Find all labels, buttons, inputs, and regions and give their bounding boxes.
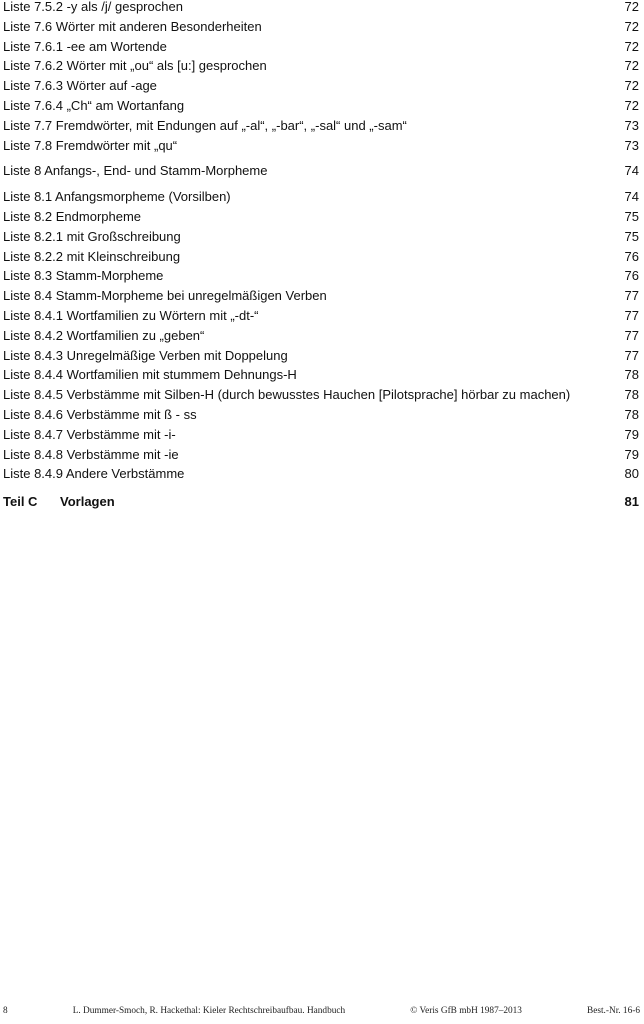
toc-entry — [3, 365, 639, 385]
toc-entry — [3, 136, 639, 156]
footer-copyright: © Veris GfB mbH 1987–2013 — [410, 1006, 522, 1016]
toc-entry-title: Liste 8.2 Endmorpheme — [3, 208, 142, 224]
toc-entry-title: Liste 8.4.7 Verbstämme mit -i- — [3, 426, 176, 442]
toc-entry-page: 73 — [624, 137, 639, 153]
toc-entry-title: Liste 8.4.2 Wortfamilien zu „geben“ — [3, 327, 205, 343]
toc-part-page: 81 — [624, 494, 639, 510]
toc-entry — [3, 37, 639, 57]
toc-entry — [3, 326, 639, 346]
toc-entry — [3, 17, 639, 37]
toc-entry-title: Liste 8.4.6 Verbstämme mit ß - ss — [3, 406, 197, 422]
toc-entry-page: 80 — [624, 466, 639, 482]
toc-entry-title: Liste 7.6 Wörter mit anderen Besonderheiten — [3, 18, 262, 34]
toc-entry-page: 72 — [624, 0, 639, 14]
toc-entry — [3, 286, 639, 306]
toc-entry — [3, 445, 639, 465]
toc-entry-title: Liste 7.6.2 Wörter mit „ou“ als [u:] gesprochen — [3, 58, 267, 74]
toc-entry-title: Liste 7.5.2 -y als /j/ gesprochen — [3, 0, 183, 14]
toc-part-title: Vorlagen — [60, 494, 115, 510]
toc-entry-page: 72 — [624, 38, 639, 54]
toc-entry-title: Liste 8.4.8 Verbstämme mit -ie — [3, 446, 179, 462]
footer-order-number: Best.-Nr. 16-6 — [587, 1006, 640, 1016]
toc-entry-title: Liste 8.4.3 Unregelmäßige Verben mit Doppelung — [3, 347, 288, 363]
toc-entry-title: Liste 8.4.4 Wortfamilien mit stummem Dehnungs-H — [3, 367, 297, 383]
toc-entry — [3, 227, 639, 247]
toc-part-entry — [3, 492, 639, 512]
toc-entry — [3, 247, 639, 267]
toc-entry — [3, 116, 639, 136]
toc-entry-page: 79 — [624, 446, 639, 462]
toc-entry-page: 79 — [624, 426, 639, 442]
toc-entry-page: 73 — [624, 117, 639, 133]
footer-citation: L. Dummer-Smoch, R. Hackethal: Kieler Rechtschreibaufbau. Handbuch — [72, 1006, 346, 1016]
toc-entry-page: 78 — [624, 387, 639, 403]
toc-part-heading — [3, 492, 115, 512]
toc-entry-title: Liste 7.6.1 -ee am Wortende — [3, 38, 167, 54]
toc-entry-page: 76 — [624, 268, 639, 284]
toc-entry-title: Liste 8.2.1 mit Großschreibung — [3, 228, 181, 244]
toc-entry — [3, 266, 639, 286]
toc-entry-page: 72 — [624, 97, 639, 113]
table-of-contents — [3, 0, 639, 512]
toc-entry-title: Liste 8.4.1 Wortfamilien zu Wörtern mit „-dt-“ — [3, 307, 259, 323]
toc-entry — [3, 306, 639, 326]
toc-entry-page: 77 — [624, 327, 639, 343]
toc-entry-page: 77 — [624, 288, 639, 304]
toc-entry-page: 72 — [624, 78, 639, 94]
toc-entry — [3, 76, 639, 96]
toc-entry-page: 72 — [624, 18, 639, 34]
toc-entry-page: 72 — [624, 58, 639, 74]
toc-entry-title: Liste 8.4 Stamm-Morpheme bei unregelmäßigen Verben — [3, 288, 327, 304]
toc-entry — [3, 56, 639, 76]
toc-entry-title: Liste 8.1 Anfangsmorpheme (Vorsilben) — [3, 189, 231, 205]
toc-entry-title: Liste 8.4.9 Andere Verbstämme — [3, 466, 185, 482]
toc-entry-title: Liste 7.8 Fremdwörter mit „qu“ — [3, 137, 178, 153]
toc-entry-page: 74 — [624, 189, 639, 205]
toc-chapter-entry — [3, 161, 639, 181]
toc-entry — [3, 385, 639, 405]
toc-entry-title: Liste 7.6.3 Wörter auf -age — [3, 78, 157, 94]
toc-entry-page: 78 — [624, 367, 639, 383]
toc-entry-page: 75 — [624, 228, 639, 244]
toc-entry-page: 77 — [624, 307, 639, 323]
toc-entry — [3, 187, 639, 207]
toc-entry — [3, 425, 639, 445]
toc-entry-page: 74 — [624, 163, 639, 179]
toc-entry — [3, 207, 639, 227]
toc-entry — [3, 0, 639, 17]
toc-entry-title: Liste 8.4.5 Verbstämme mit Silben-H (durch bewusstes Hauchen [Pilotsprache] hörbar zu machen) — [3, 387, 571, 403]
toc-entry-title: Liste 7.7 Fremdwörter, mit Endungen auf „-al“, „-bar“, „-sal“ und „-sam“ — [3, 117, 407, 133]
toc-entry-page: 75 — [624, 208, 639, 224]
toc-entry-title: Liste 8 Anfangs-, End- und Stamm-Morpheme — [3, 163, 268, 179]
toc-entry — [3, 464, 639, 484]
footer-page-number: 8 — [3, 1006, 8, 1016]
toc-entry-title: Liste 8.3 Stamm-Morpheme — [3, 268, 164, 284]
page-footer — [3, 1006, 640, 1016]
toc-entry-title: Liste 8.2.2 mit Kleinschreibung — [3, 248, 181, 264]
toc-entry — [3, 346, 639, 366]
toc-entry — [3, 96, 639, 116]
toc-entry-title: Liste 7.6.4 „Ch“ am Wortanfang — [3, 97, 185, 113]
toc-entry-page: 77 — [624, 347, 639, 363]
toc-entry — [3, 405, 639, 425]
toc-entry-page: 76 — [624, 248, 639, 264]
toc-part-label: Teil C — [3, 494, 38, 510]
toc-entry-page: 78 — [624, 406, 639, 422]
